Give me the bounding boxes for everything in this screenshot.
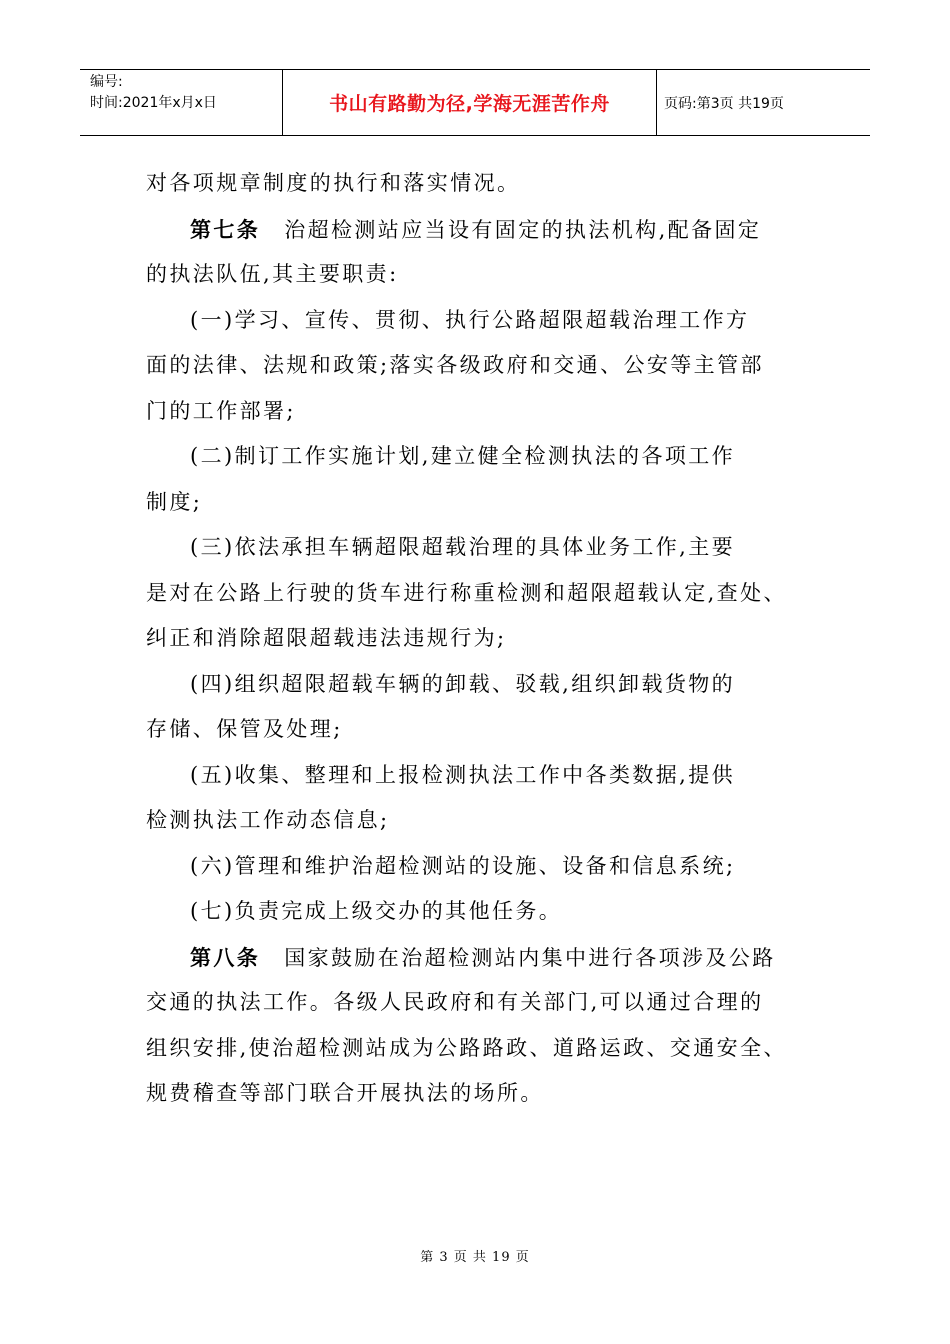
article-7-title: 第七条 [190,216,261,242]
header-meta-cell [80,70,283,135]
list-item-line: (三)依法承担车辆超限超载治理的具体业务工作,主要 [190,535,736,559]
list-item-line: (四)组织超限超载车辆的卸载、驳载,组织卸载货物的 [190,671,736,696]
list-item-line: (六)管理和维护治超检测站的设施、设备和信息系统; [190,853,736,878]
list-item-line: 门的工作部署; [146,398,296,423]
paragraph-line: 的执法队伍,其主要职责: [146,262,399,286]
article-8-title: 第八条 [190,944,261,970]
article-8-line [146,935,836,981]
list-item-line: 纠正和消除超限超载违法违规行为; [146,626,507,650]
article-7-text: 治超检测站应当设有固定的执法机构,配备固定 [284,217,762,242]
paragraph-line: 规费稽查等部门联合开展执法的场所。 [146,1081,544,1105]
paragraph-line: 组织安排,使治超检测站成为公路路政、道路运政、交通安全、 [146,1035,787,1060]
list-item-line: (一)学习、宣传、贯彻、执行公路超限超载治理工作方 [190,307,750,332]
time-label: 时间:2021年x月x日 [90,95,217,111]
header-motto: 书山有路勤为径,学海无涯苦作舟 [283,70,657,135]
list-item-line: 存储、保管及处理; [146,717,343,741]
page-header [80,69,870,136]
list-item-line: (五)收集、整理和上报检测执法工作中各类数据,提供 [190,762,736,787]
page-footer: 第 3 页 共 19 页 [420,1250,530,1265]
list-item-line: 制度; [146,489,203,514]
article-7-line [146,207,836,253]
list-item-line: (二)制订工作实施计划,建立健全检测执法的各项工作 [190,444,736,468]
list-item-line: 是对在公路上行驶的货车进行称重检测和超限超载认定,查处、 [146,580,787,605]
list-item-line: 检测执法工作动态信息; [146,808,390,832]
article-8-text: 国家鼓励在治超检测站内集中进行各项涉及公路 [284,945,776,970]
list-item-line: (七)负责完成上级交办的其他任务。 [190,899,563,923]
document-body [146,161,836,1117]
paragraph-line: 对各项规章制度的执行和落实情况。 [146,171,521,195]
list-item-line: 面的法律、法规和政策;落实各级政府和交通、公安等主管部 [146,353,764,377]
paragraph-line: 交通的执法工作。各级人民政府和有关部门,可以通过合理的 [146,990,764,1014]
header-page-info: 页码:第3页 共19页 [664,95,784,112]
number-label: 编号: [90,74,123,90]
